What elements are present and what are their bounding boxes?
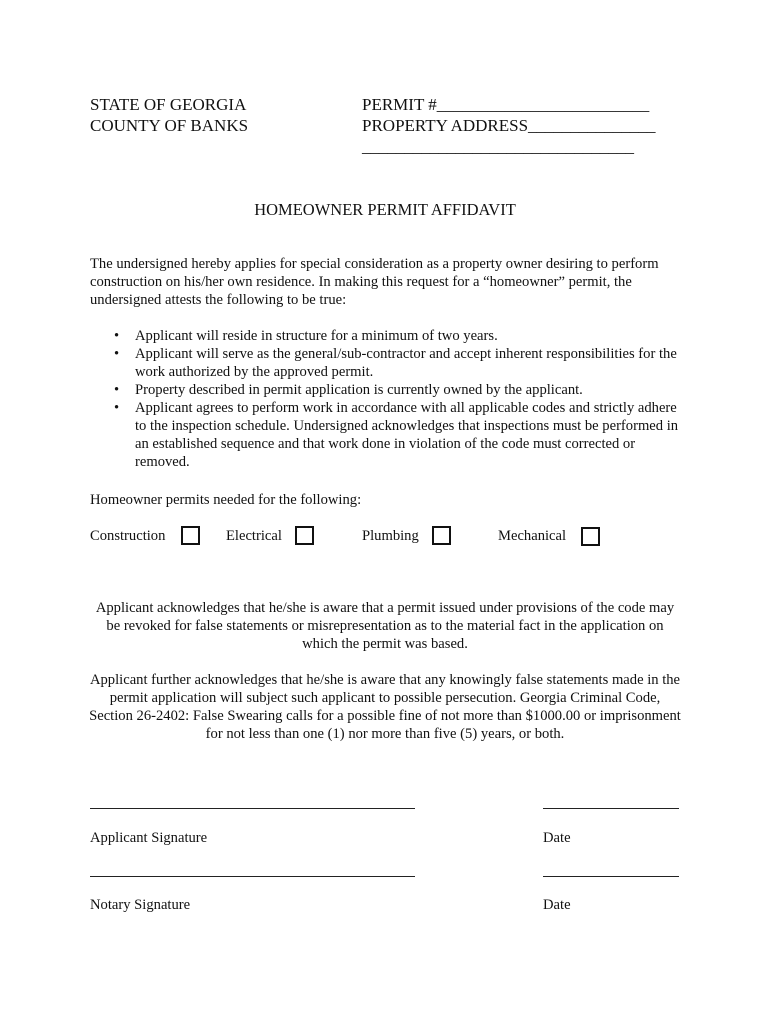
applicant-date-line[interactable]	[543, 808, 679, 809]
permits-needed-label: Homeowner permits needed for the following:	[90, 492, 362, 508]
bullet-icon: •	[114, 328, 120, 344]
permit-type-mechanical-label: Mechanical	[498, 528, 567, 544]
bullet-icon: •	[114, 400, 120, 416]
intro-paragraph: The undersigned hereby applies for special consideration as a property owner desiring to perform construction on his/her own residence. In making this request for a “homeowner” permit, the undersigned attests the following to be true:	[90, 256, 659, 308]
plumbing-checkbox[interactable]	[432, 526, 451, 545]
list-item: • Applicant will reside in structure for a minimum of two years.	[114, 328, 498, 344]
list-item: • Property described in permit application is currently owned by the applicant.	[114, 382, 583, 398]
construction-checkbox[interactable]	[181, 526, 200, 545]
mechanical-checkbox[interactable]	[581, 527, 600, 546]
permit-type-plumbing-label: Plumbing	[362, 528, 419, 544]
notary-date-label: Date	[543, 897, 571, 913]
permit-type-electrical-label: Electrical	[226, 528, 282, 544]
notary-signature-label: Notary Signature	[90, 897, 191, 913]
property-address-field[interactable]: PROPERTY ADDRESS_______________	[362, 116, 656, 135]
bullet-icon: •	[114, 346, 120, 362]
applicant-signature-label: Applicant Signature	[90, 830, 208, 846]
acknowledgement-false-statements: Applicant further acknowledges that he/she is aware that any knowingly false statements made in the permit application will subject such applicant to possible persecution. Georgia Criminal Code, Section 26-2402: False Swearing calls for a possible fine of not more than $1000.00 or imprisonment for not less than one (1) nor more than five (5) years, or both.	[89, 672, 681, 742]
list-item: • Applicant agrees to perform work in accordance with all applicable codes and strictly adhere to the inspection schedule. Undersigned acknowledges that inspections must be performed in an established sequence and that work done in violation of the code must corrected or removed.	[114, 400, 679, 470]
county-label: COUNTY OF BANKS	[90, 116, 249, 135]
applicant-signature-line[interactable]	[90, 808, 415, 809]
electrical-checkbox[interactable]	[295, 526, 314, 545]
property-address-line2[interactable]: ________________________________	[362, 137, 634, 156]
state-label: STATE OF GEORGIA	[90, 95, 247, 114]
permit-type-construction-label: Construction	[90, 528, 166, 544]
list-item: • Applicant will serve as the general/sub-contractor and accept inherent responsibilities for the work authorized by the approved permit.	[114, 346, 677, 380]
document-title: HOMEOWNER PERMIT AFFIDAVIT	[254, 200, 516, 219]
bullet-icon: •	[114, 382, 120, 398]
notary-date-line[interactable]	[543, 876, 679, 877]
attestation-list	[90, 327, 680, 471]
acknowledgement-revocation: Applicant acknowledges that he/she is aware that a permit issued under provisions of the code may be revoked for false statements or misrepresentation as to the material fact in the application on which the permit was based.	[95, 600, 675, 652]
notary-signature-line[interactable]	[90, 876, 415, 877]
applicant-date-label: Date	[543, 830, 571, 846]
permit-number-field[interactable]: PERMIT #_________________________	[362, 95, 650, 114]
